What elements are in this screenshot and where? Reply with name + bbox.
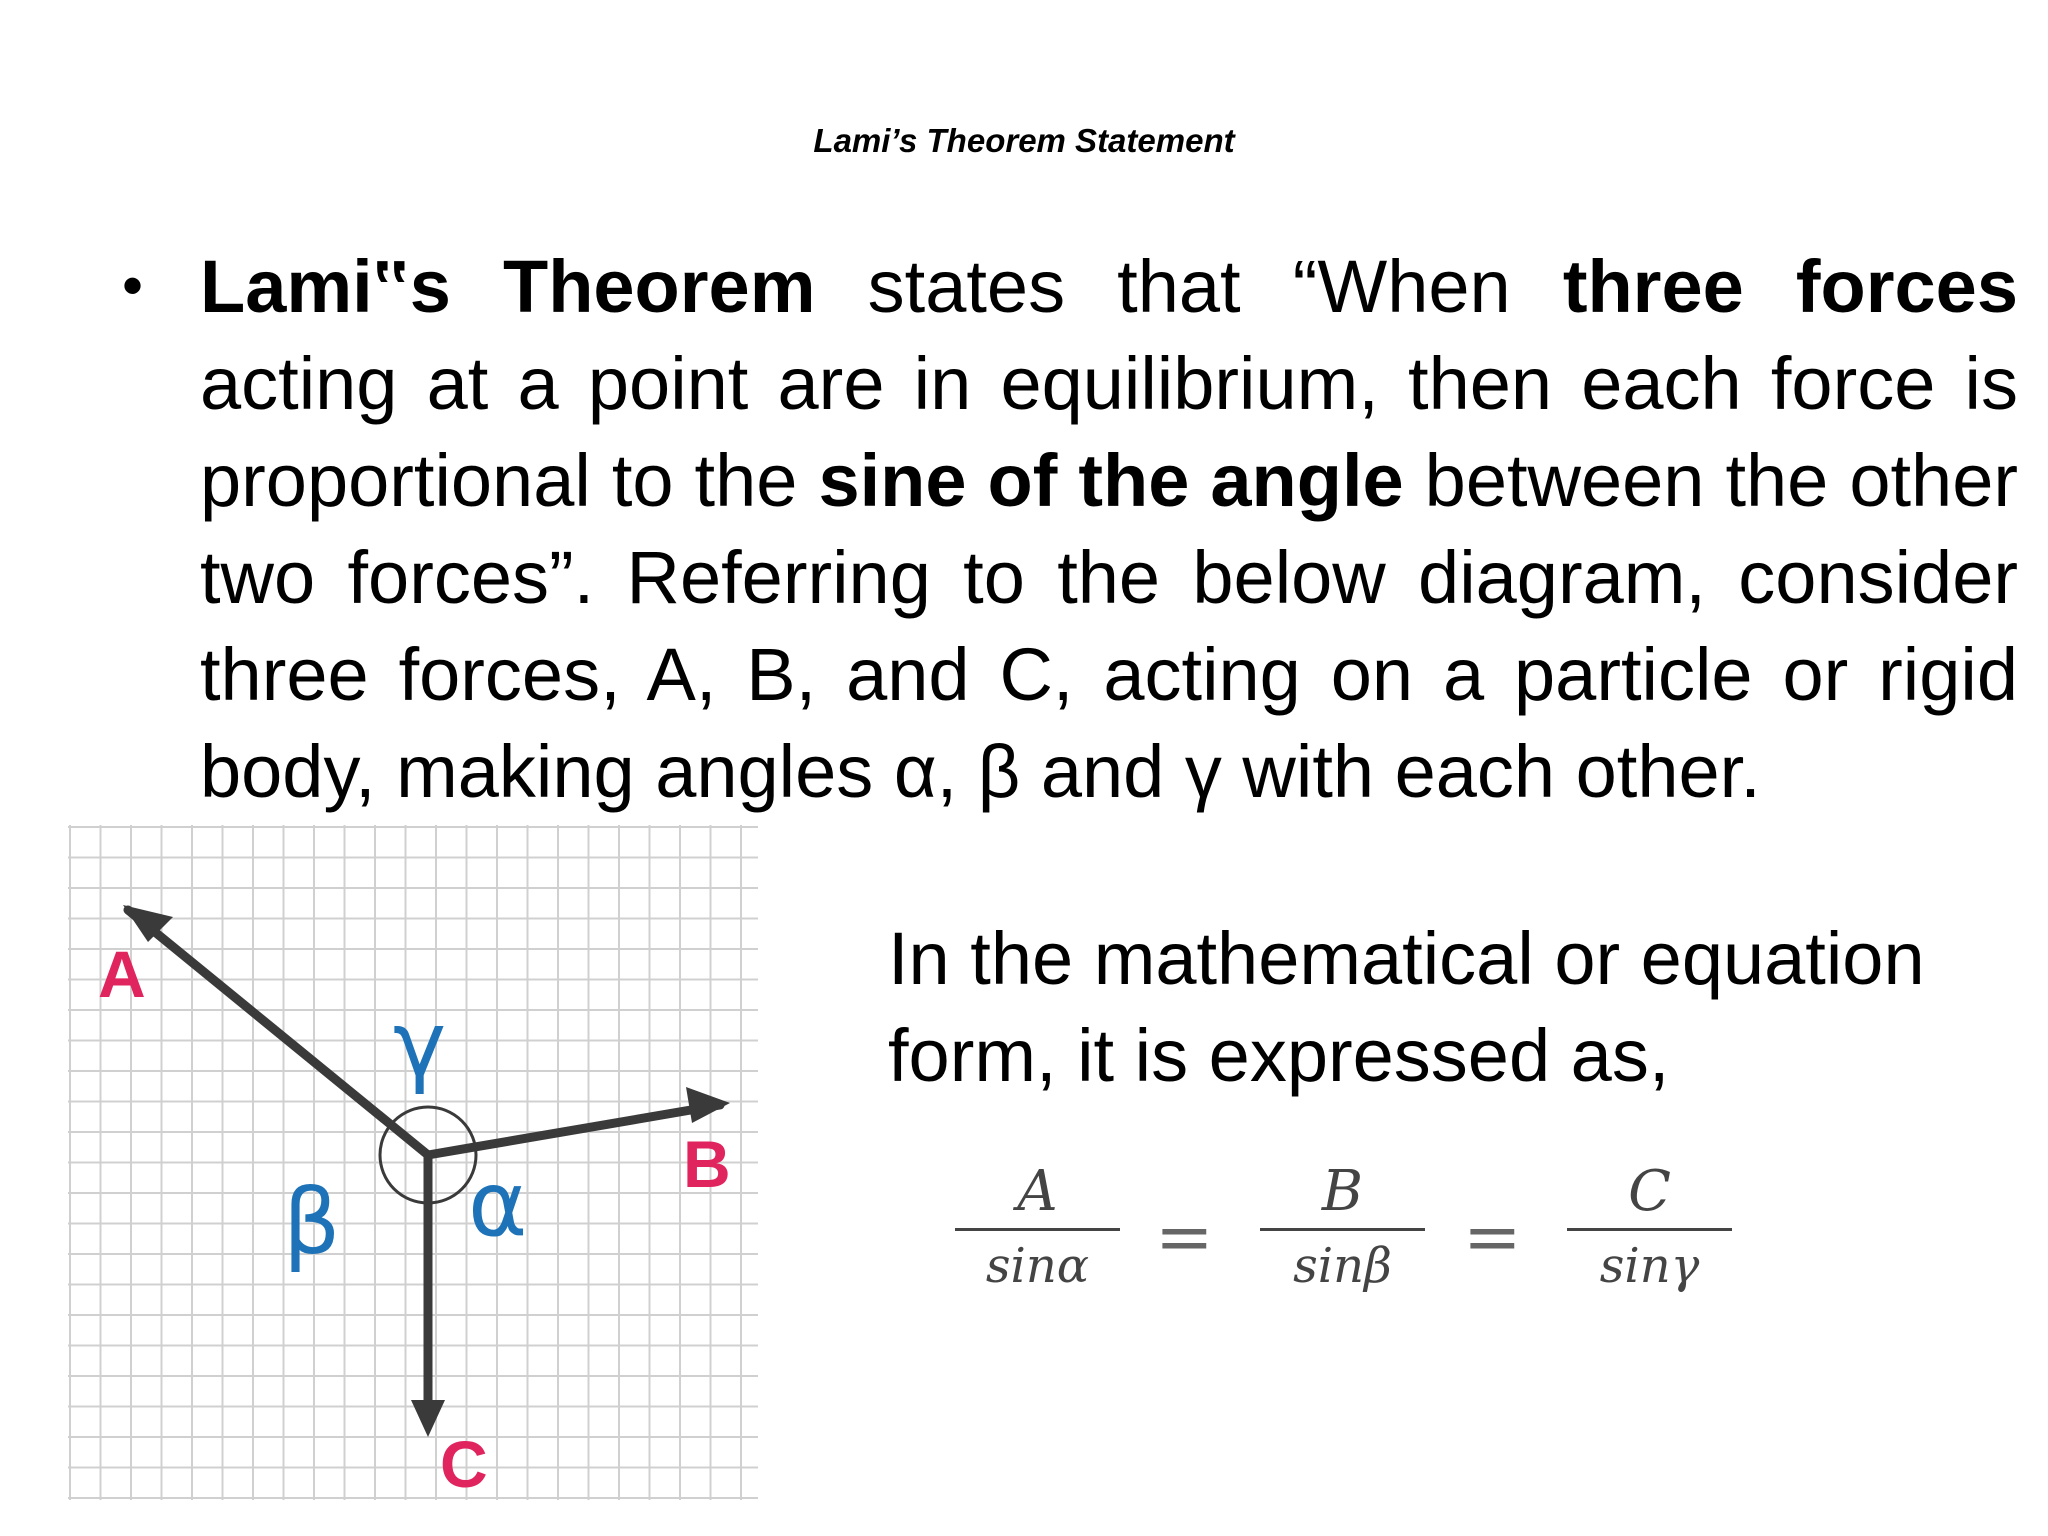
fraction-bar — [1260, 1228, 1425, 1231]
fraction-numerator: C — [1628, 1159, 1671, 1224]
fraction-b — [1260, 1160, 1425, 1295]
text-segment: between the other two forces”. Referring to the below diagram, consider three forces, A, B, and C, acting on a particle or rigid body, making angles α, β and γ with each other. — [200, 439, 2019, 813]
arrowhead-b — [686, 1087, 730, 1123]
fraction-numerator: B — [1321, 1159, 1364, 1224]
bold-sine-of-angle: sine of the angle — [818, 439, 1404, 522]
label-force-a: A — [98, 937, 146, 1011]
label-angle-gamma: γ — [393, 992, 447, 1097]
fraction-bar — [1567, 1228, 1732, 1231]
fraction-denominator: sinα — [985, 1238, 1090, 1294]
fraction-denominator: sinβ — [1293, 1238, 1392, 1294]
fraction-bar — [955, 1228, 1120, 1231]
force-arrow-b — [428, 1105, 720, 1155]
slide-title: Lami’s Theorem Statement — [813, 122, 1235, 159]
equals-sign: = — [1155, 1196, 1214, 1278]
bold-three-forces: three forces — [1562, 245, 2018, 328]
expression-intro-text: In the mathematical or equation form, it is expressed as, — [888, 917, 1925, 1097]
bold-theorem-name: Lami‟s Theorem — [200, 245, 816, 328]
bullet-point-icon: • — [122, 252, 144, 319]
fraction-c — [1567, 1160, 1732, 1295]
label-angle-beta: β — [283, 1170, 341, 1275]
fraction-numerator: A — [1017, 1159, 1058, 1224]
text-segment: states that “When — [815, 245, 1563, 328]
text-segment: acting at a point are in equilibrium, then each force is proportional to the — [200, 342, 2018, 522]
diagram-grid — [68, 825, 758, 1500]
bullet-text — [200, 238, 2018, 820]
label-angle-alpha: α — [468, 1152, 528, 1257]
label-force-c: C — [440, 1427, 488, 1500]
lami-formula — [955, 1160, 1735, 1300]
fraction-denominator: sinγ — [1599, 1238, 1700, 1294]
force-diagram — [68, 825, 758, 1500]
label-force-b: B — [683, 1127, 731, 1201]
fraction-a — [955, 1160, 1120, 1295]
force-arrow-a — [128, 910, 428, 1155]
equals-sign: = — [1463, 1196, 1522, 1278]
